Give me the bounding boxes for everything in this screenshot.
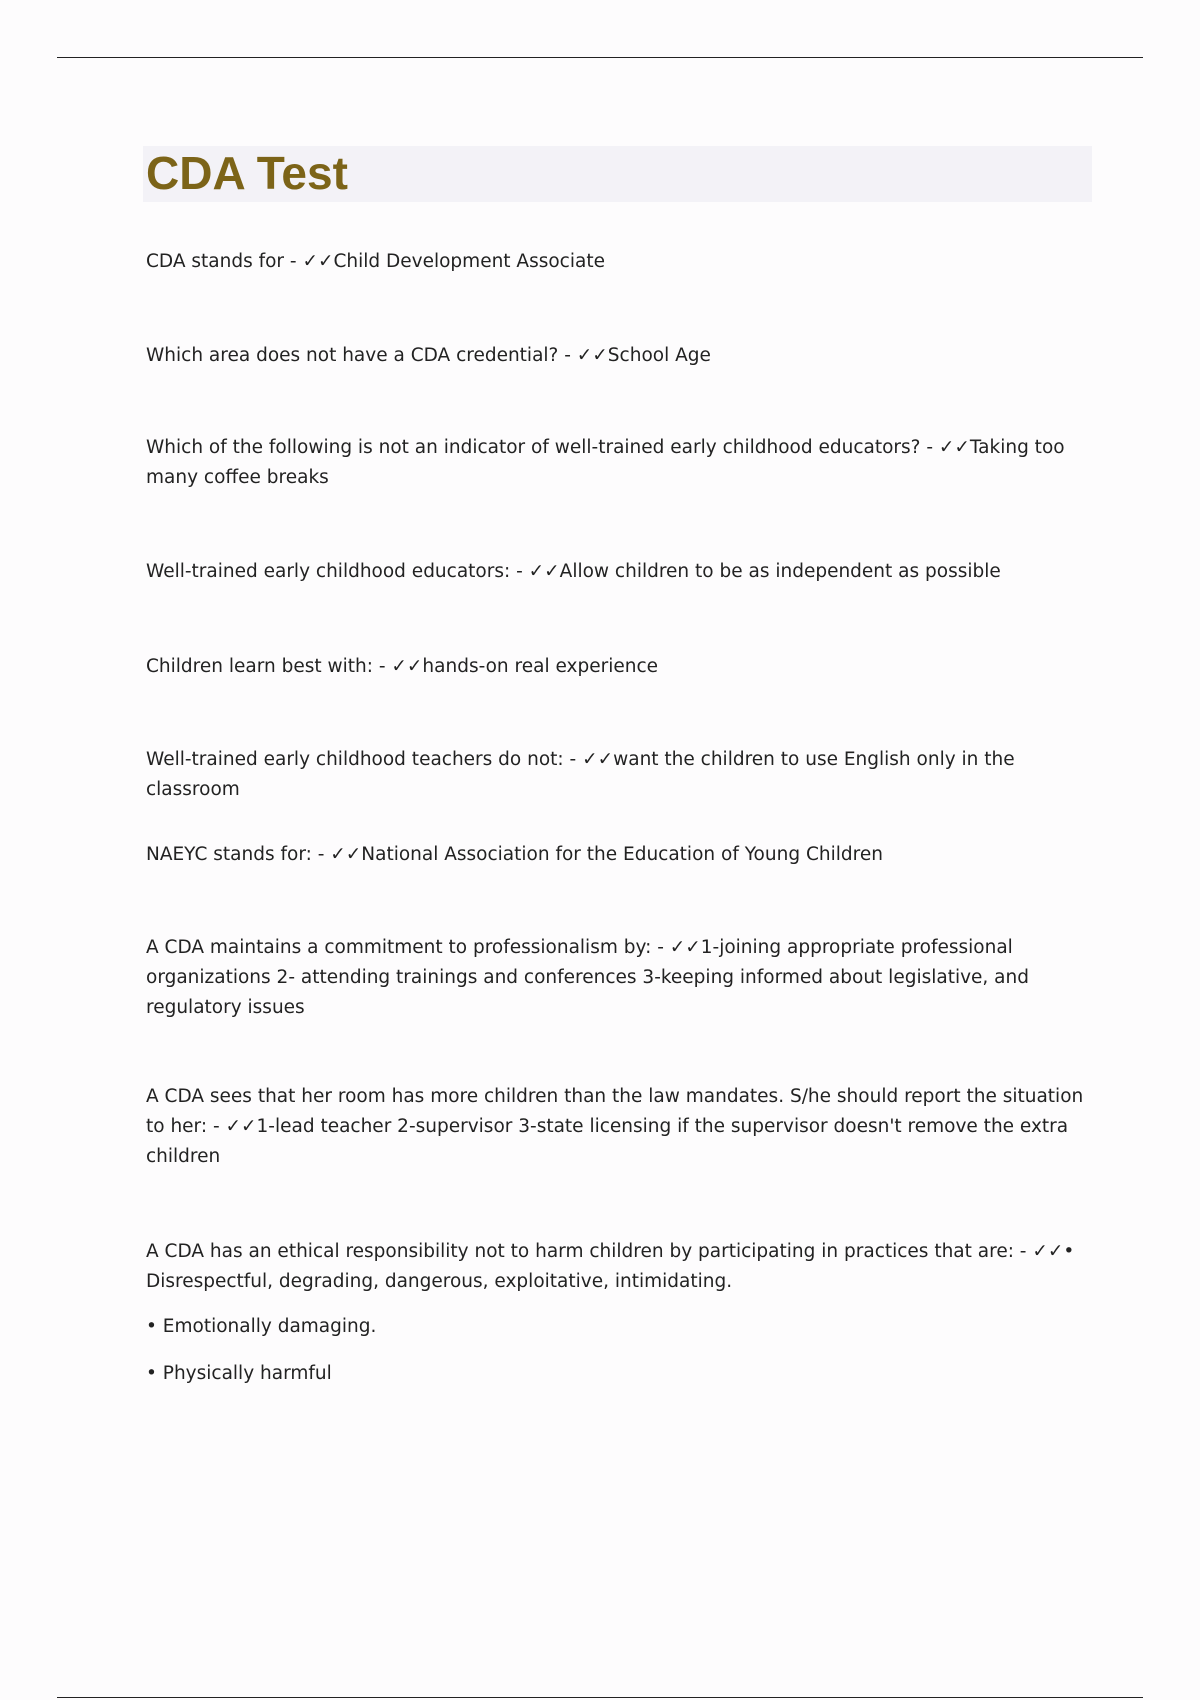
- qa-item-1: CDA stands for - ✓✓Child Development Associate: [146, 251, 605, 272]
- top-rule: [57, 57, 1143, 58]
- qa-item-4: Well-trained early childhood educators: - ✓✓Allow children to be as independent as possible: [146, 561, 1001, 582]
- qa-item-10: A CDA has an ethical responsibility not to harm children by participating in practices that are: - ✓✓• Disrespectful, degrading, dangerous, exploitative, intimidating.: [146, 1241, 1075, 1292]
- page-title: CDA Test: [146, 147, 348, 199]
- bullet-item-1: • Emotionally damaging.: [146, 1316, 377, 1337]
- qa-item-5: Children learn best with: - ✓✓hands-on real experience: [146, 656, 659, 677]
- qa-item-3: Which of the following is not an indicator of well-trained early childhood educators? - ✓✓Taking too many coffee breaks: [146, 437, 1065, 488]
- qa-item-6: Well-trained early childhood teachers do not: - ✓✓want the children to use English only in the classroom: [146, 749, 1015, 800]
- qa-item-9: A CDA sees that her room has more children than the law mandates. S/he should report the situation to her: - ✓✓1-lead teacher 2-supervisor 3-state licensing if the supervisor doesn't remove the extra children: [146, 1086, 1084, 1167]
- qa-item-7: NAEYC stands for: - ✓✓National Association for the Education of Young Children: [146, 844, 883, 865]
- qa-item-2: Which area does not have a CDA credential? - ✓✓School Age: [146, 345, 711, 366]
- qa-item-8: A CDA maintains a commitment to professionalism by: - ✓✓1-joining appropriate professional organizations 2- attending trainings and conferences 3-keeping informed about legislative, and regulatory issues: [146, 937, 1029, 1018]
- bottom-rule: [57, 1697, 1143, 1698]
- bullet-item-2: • Physically harmful: [146, 1363, 332, 1384]
